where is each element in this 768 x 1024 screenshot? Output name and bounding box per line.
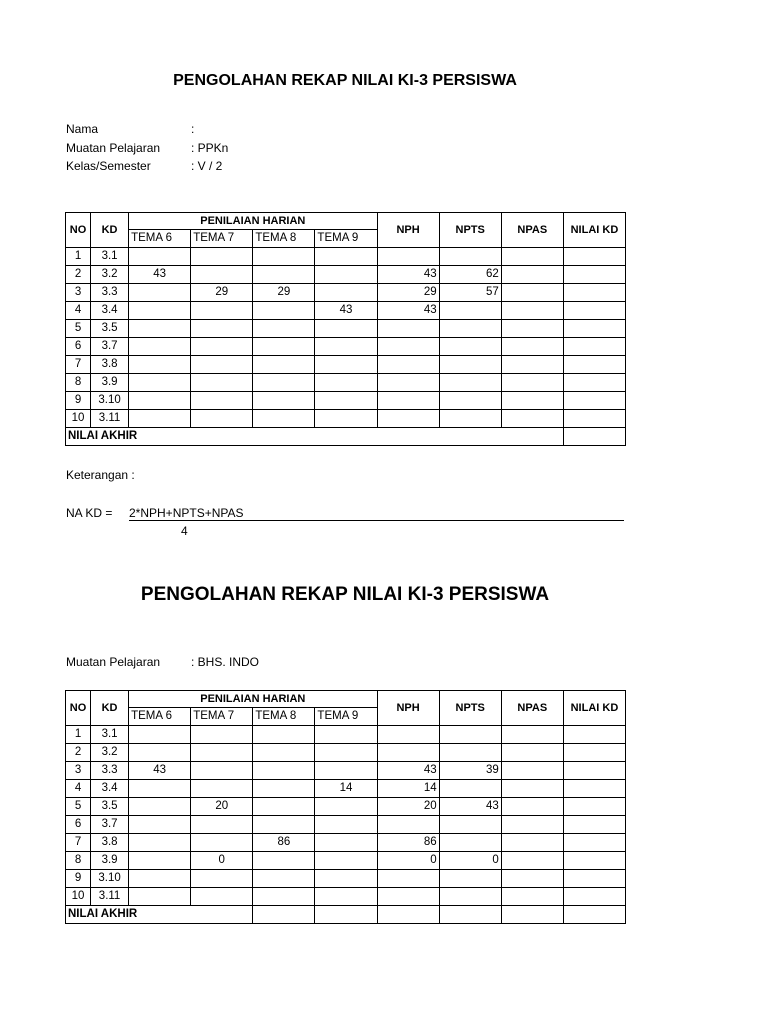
cell-npas [501, 726, 563, 744]
cell-no: 5 [66, 320, 91, 338]
cell-no: 4 [66, 302, 91, 320]
rekap-table-bhs-indo [65, 690, 626, 924]
cell-tema6 [129, 816, 191, 834]
cell-tema7 [191, 888, 253, 906]
header-nph: NPH [377, 691, 439, 726]
info-value: : [191, 122, 195, 136]
cell-no: 7 [66, 356, 91, 374]
cell-kd: 3.2 [91, 744, 129, 762]
nilai-akhir-value [563, 428, 625, 446]
cell-tema7: 0 [191, 852, 253, 870]
cell-kd: 3.3 [91, 284, 129, 302]
rekap-table-ppkn [65, 212, 626, 446]
cell-npas [501, 284, 563, 302]
cell-nph: 86 [377, 834, 439, 852]
table-header-row [66, 691, 626, 708]
header-kd: KD [91, 213, 129, 248]
cell-npas [501, 852, 563, 870]
info-block [66, 120, 228, 176]
cell-tema8 [253, 248, 315, 266]
cell-npts [439, 834, 501, 852]
cell-kd: 3.7 [91, 816, 129, 834]
table-row [66, 356, 626, 374]
header-tema: TEMA 8 [253, 230, 315, 248]
cell-tema9 [315, 762, 377, 780]
cell-kd: 3.9 [91, 374, 129, 392]
cell-nph: 43 [377, 266, 439, 284]
cell-nilai-kd [563, 266, 625, 284]
cell-tema6 [129, 374, 191, 392]
keterangan-label: Keterangan : [66, 468, 135, 482]
info-value: : V / 2 [191, 159, 223, 173]
cell-kd: 3.8 [91, 834, 129, 852]
cell-tema6 [129, 744, 191, 762]
header-tema: TEMA 6 [129, 230, 191, 248]
cell-nilai-kd [563, 410, 625, 428]
cell-kd: 3.3 [91, 762, 129, 780]
table-row [66, 834, 626, 852]
cell-tema9 [315, 338, 377, 356]
cell-no: 1 [66, 726, 91, 744]
table-row [66, 410, 626, 428]
nilai-akhir-label: NILAI AKHIR [66, 906, 253, 924]
formula-denominator: 4 [181, 524, 188, 538]
cell-npas [501, 248, 563, 266]
cell-npas [501, 320, 563, 338]
cell-nph [377, 320, 439, 338]
cell-tema8: 86 [253, 834, 315, 852]
cell-tema8 [253, 888, 315, 906]
cell-tema9 [315, 870, 377, 888]
cell-tema8 [253, 374, 315, 392]
cell-no: 1 [66, 248, 91, 266]
cell-tema9 [315, 852, 377, 870]
cell-kd: 3.10 [91, 392, 129, 410]
cell-tema9: 14 [315, 780, 377, 798]
cell-nilai-kd [563, 248, 625, 266]
table-row [66, 374, 626, 392]
cell-npts [439, 816, 501, 834]
cell-tema9 [315, 744, 377, 762]
cell-tema7: 29 [191, 284, 253, 302]
table-row [66, 338, 626, 356]
cell-npts [439, 744, 501, 762]
cell-no: 8 [66, 374, 91, 392]
cell-nilai-kd [563, 780, 625, 798]
info-value: : PPKn [191, 140, 229, 155]
cell-nph [377, 744, 439, 762]
formula [66, 506, 626, 542]
table-row [66, 284, 626, 302]
cell-tema7 [191, 248, 253, 266]
cell-nilai-kd [563, 870, 625, 888]
cell-tema8 [253, 852, 315, 870]
cell-no: 6 [66, 338, 91, 356]
cell-no: 9 [66, 392, 91, 410]
cell-nilai-kd [563, 834, 625, 852]
cell-tema6: 43 [129, 762, 191, 780]
cell-kd: 3.10 [91, 870, 129, 888]
cell-tema9: 43 [315, 302, 377, 320]
cell-npas [501, 780, 563, 798]
cell-kd: 3.5 [91, 798, 129, 816]
header-npts: NPTS [439, 691, 501, 726]
info-label: Nama [66, 122, 99, 136]
cell-tema6 [129, 852, 191, 870]
cell-tema9 [315, 284, 377, 302]
nilai-akhir-label: NILAI AKHIR [66, 428, 564, 446]
cell-kd: 3.11 [91, 888, 129, 906]
cell-npas [501, 410, 563, 428]
cell-tema8 [253, 356, 315, 374]
cell-npts [439, 888, 501, 906]
cell-nph [377, 870, 439, 888]
cell-tema8 [253, 410, 315, 428]
cell-npts [439, 726, 501, 744]
cell-npas [501, 744, 563, 762]
cell-npas [501, 870, 563, 888]
cell-npts [439, 302, 501, 320]
cell-kd: 3.11 [91, 410, 129, 428]
info-row-muatan [66, 653, 259, 672]
cell-kd: 3.7 [91, 338, 129, 356]
cell-tema7 [191, 834, 253, 852]
cell-tema8 [253, 798, 315, 816]
cell-tema6 [129, 870, 191, 888]
header-kd: KD [91, 691, 129, 726]
cell-nilai-kd [563, 338, 625, 356]
header-tema: TEMA 8 [253, 708, 315, 726]
info-label: Kelas/Semester [66, 159, 151, 173]
header-npas: NPAS [501, 213, 563, 248]
table-row [66, 248, 626, 266]
cell-npts [439, 410, 501, 428]
cell-nilai-kd [563, 852, 625, 870]
cell-kd: 3.9 [91, 852, 129, 870]
cell-tema6 [129, 392, 191, 410]
cell-tema7 [191, 780, 253, 798]
cell-tema7 [191, 392, 253, 410]
cell-nilai-kd [563, 762, 625, 780]
cell-tema6 [129, 356, 191, 374]
cell-tema6 [129, 834, 191, 852]
cell-nilai-kd [563, 302, 625, 320]
cell-nilai-kd [563, 798, 625, 816]
cell-nph [377, 248, 439, 266]
cell-tema7 [191, 726, 253, 744]
cell-tema7 [191, 320, 253, 338]
cell-tema8 [253, 870, 315, 888]
table-row [66, 762, 626, 780]
cell-nph [377, 356, 439, 374]
cell-tema9 [315, 356, 377, 374]
table-row [66, 266, 626, 284]
cell-tema8 [253, 780, 315, 798]
cell-kd: 3.4 [91, 780, 129, 798]
cell-no: 4 [66, 780, 91, 798]
cell-npts [439, 392, 501, 410]
cell-nilai-kd [563, 888, 625, 906]
header-tema: TEMA 7 [191, 708, 253, 726]
header-nilai-kd: NILAI KD [563, 691, 625, 726]
cell-tema9 [315, 816, 377, 834]
formula-lhs: NA KD = [66, 506, 113, 520]
cell-nilai-kd [563, 744, 625, 762]
cell-tema8 [253, 744, 315, 762]
cell-nilai-kd [563, 284, 625, 302]
cell-npas [501, 834, 563, 852]
cell-npas [501, 356, 563, 374]
cell-tema9 [315, 248, 377, 266]
cell-tema7 [191, 374, 253, 392]
table-row [66, 888, 626, 906]
cell-nph [377, 816, 439, 834]
cell-no: 9 [66, 870, 91, 888]
cell-nilai-kd [563, 356, 625, 374]
cell-kd: 3.2 [91, 266, 129, 284]
cell-tema9 [315, 798, 377, 816]
cell-tema6 [129, 338, 191, 356]
cell-npas [501, 374, 563, 392]
cell-tema9 [315, 834, 377, 852]
cell-kd: 3.4 [91, 302, 129, 320]
header-tema: TEMA 9 [315, 230, 377, 248]
cell-nilai-kd [563, 374, 625, 392]
cell-tema7 [191, 762, 253, 780]
header-tema: TEMA 7 [191, 230, 253, 248]
info-row-muatan [66, 139, 228, 158]
table-row [66, 780, 626, 798]
cell-tema8 [253, 726, 315, 744]
cell-tema9 [315, 410, 377, 428]
cell-tema9 [315, 726, 377, 744]
cell-tema8 [253, 320, 315, 338]
cell-tema7 [191, 744, 253, 762]
cell-npts: 62 [439, 266, 501, 284]
info-block [66, 653, 259, 672]
cell-npas [501, 392, 563, 410]
cell-tema7 [191, 338, 253, 356]
cell-kd: 3.1 [91, 726, 129, 744]
cell-tema9 [315, 888, 377, 906]
table-row [66, 726, 626, 744]
cell-npts: 0 [439, 852, 501, 870]
cell-tema8: 29 [253, 284, 315, 302]
info-label: Muatan Pelajaran [66, 655, 161, 669]
cell-tema9 [315, 374, 377, 392]
cell-npas [501, 798, 563, 816]
table-row [66, 392, 626, 410]
cell-tema7 [191, 302, 253, 320]
cell-tema6 [129, 320, 191, 338]
header-nilai-kd: NILAI KD [563, 213, 625, 248]
cell-tema6 [129, 248, 191, 266]
table-row [66, 302, 626, 320]
cell-npts [439, 870, 501, 888]
cell-npts: 57 [439, 284, 501, 302]
cell-tema6 [129, 410, 191, 428]
cell-no: 6 [66, 816, 91, 834]
header-tema: TEMA 9 [315, 708, 377, 726]
header-penilaian-harian: PENILAIAN HARIAN [129, 213, 377, 230]
header-npas: NPAS [501, 691, 563, 726]
cell-no: 2 [66, 744, 91, 762]
cell-tema6 [129, 888, 191, 906]
header-nph: NPH [377, 213, 439, 248]
cell-no: 10 [66, 888, 91, 906]
table-row [66, 798, 626, 816]
cell-no: 5 [66, 798, 91, 816]
cell-npas [501, 762, 563, 780]
page-title: PENGOLAHAN REKAP NILAI KI-3 PERSISWA [140, 584, 550, 605]
cell-nph: 0 [377, 852, 439, 870]
cell-tema7 [191, 410, 253, 428]
formula-numerator: 2*NPH+NPTS+NPAS [129, 506, 624, 521]
cell-npts [439, 320, 501, 338]
cell-npts: 43 [439, 798, 501, 816]
info-value: : BHS. INDO [191, 655, 260, 669]
cell-no: 3 [66, 284, 91, 302]
cell-nph [377, 392, 439, 410]
nilai-akhir-row [66, 906, 626, 924]
cell-nilai-kd [563, 726, 625, 744]
cell-nilai-kd [563, 816, 625, 834]
cell-tema8 [253, 762, 315, 780]
cell-tema8 [253, 392, 315, 410]
cell-npas [501, 816, 563, 834]
header-npts: NPTS [439, 213, 501, 248]
cell-npts [439, 374, 501, 392]
cell-nph: 43 [377, 762, 439, 780]
header-penilaian-harian: PENILAIAN HARIAN [129, 691, 377, 708]
cell-no: 8 [66, 852, 91, 870]
cell-tema8 [253, 302, 315, 320]
cell-npas [501, 302, 563, 320]
cell-tema8 [253, 338, 315, 356]
cell-tema7 [191, 356, 253, 374]
cell-tema6 [129, 284, 191, 302]
cell-no: 2 [66, 266, 91, 284]
cell-nph [377, 338, 439, 356]
cell-nilai-kd [563, 392, 625, 410]
cell-tema6 [129, 726, 191, 744]
cell-npts: 39 [439, 762, 501, 780]
cell-nph: 20 [377, 798, 439, 816]
cell-tema7 [191, 266, 253, 284]
header-no: NO [66, 691, 91, 726]
cell-kd: 3.5 [91, 320, 129, 338]
cell-nilai-kd [563, 320, 625, 338]
cell-nph [377, 410, 439, 428]
cell-no: 3 [66, 762, 91, 780]
cell-npas [501, 888, 563, 906]
info-label: Muatan Pelajaran [66, 140, 161, 155]
table-header-row [66, 213, 626, 230]
cell-tema7: 20 [191, 798, 253, 816]
table-row [66, 852, 626, 870]
cell-npts [439, 338, 501, 356]
cell-npts [439, 356, 501, 374]
cell-tema9 [315, 320, 377, 338]
cell-no: 7 [66, 834, 91, 852]
cell-tema8 [253, 266, 315, 284]
cell-tema6 [129, 798, 191, 816]
cell-tema9 [315, 266, 377, 284]
table-row [66, 320, 626, 338]
cell-tema9 [315, 392, 377, 410]
cell-npts [439, 248, 501, 266]
cell-nph: 43 [377, 302, 439, 320]
cell-nph [377, 374, 439, 392]
header-no: NO [66, 213, 91, 248]
cell-nph: 29 [377, 284, 439, 302]
table-row [66, 816, 626, 834]
page-title: PENGOLAHAN REKAP NILAI KI-3 PERSISWA [173, 72, 517, 89]
cell-npts [439, 780, 501, 798]
cell-nph [377, 888, 439, 906]
table-row [66, 870, 626, 888]
cell-kd: 3.1 [91, 248, 129, 266]
cell-tema6 [129, 780, 191, 798]
cell-npas [501, 338, 563, 356]
header-tema: TEMA 6 [129, 708, 191, 726]
cell-tema7 [191, 816, 253, 834]
cell-tema6: 43 [129, 266, 191, 284]
cell-tema7 [191, 870, 253, 888]
nilai-akhir-row [66, 428, 626, 446]
info-row-nama [66, 120, 228, 139]
cell-no: 10 [66, 410, 91, 428]
cell-nph: 14 [377, 780, 439, 798]
cell-tema6 [129, 302, 191, 320]
cell-tema8 [253, 816, 315, 834]
cell-kd: 3.8 [91, 356, 129, 374]
cell-npas [501, 266, 563, 284]
info-row-kelas [66, 157, 228, 176]
cell-nph [377, 726, 439, 744]
table-row [66, 744, 626, 762]
